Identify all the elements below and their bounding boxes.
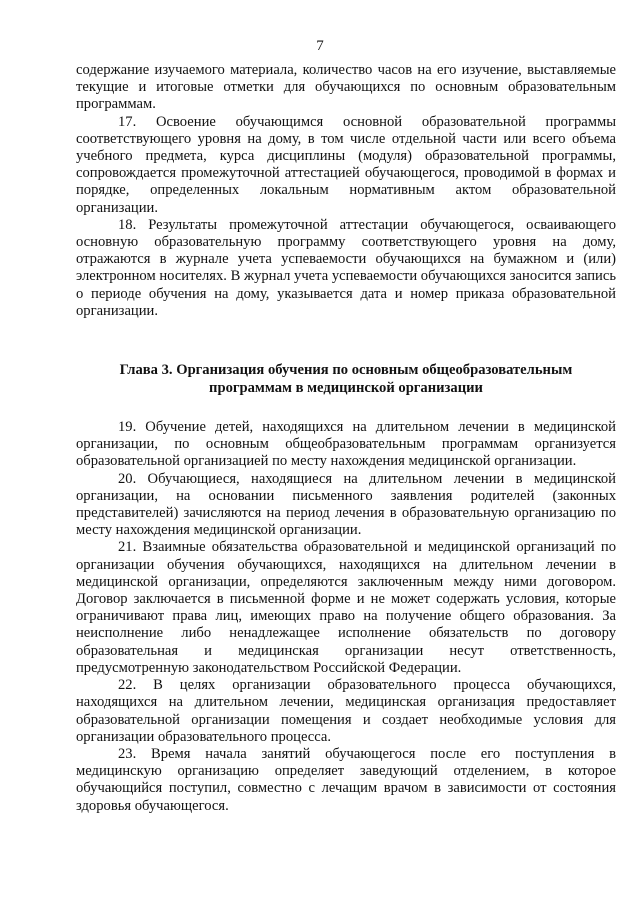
paragraph-23: 23. Время начала занятий обучающегося после его поступления в медицинскую организацию определяет заведующий отделением, в которое обучающийся поступил, совместно с лечащим врачом в зависимости от состояния здоровья обучающегося. xyxy=(76,745,616,814)
paragraph-19: 19. Обучение детей, находящихся на длительном лечении в медицинской организации, по основным общеобразовательным программам организуется образовательной организацией по месту нахождения медицинской организации. xyxy=(76,419,616,470)
paragraph-22: 22. В целях организации образовательного процесса обучающихся, находящихся на длительном лечении, медицинская организация предоставляет образовательной организации помещения и создает необходимые условия для организации образовательного процесса. xyxy=(76,677,616,745)
paragraph-17: 17. Освоение обучающимся основной образовательной программы соответствующего уровня на дому, в том числе отдельной части или всего объема учебного предмета, курса дисциплины (модуля) образовательной программы, сопровождается промежуточной аттестацией обучающегося, проводимой в формах и порядке, определенных локальным нормативным актом образовательной организации. xyxy=(76,113,616,216)
page-number: 7 xyxy=(316,38,324,54)
document-body xyxy=(76,62,616,815)
paragraph-21: 21. Взаимные обязательства образовательной и медицинской организаций по организации обучения обучающихся, находящихся на длительном лечении в медицинской организации, определяются заключенным между ними договором. Договор заключается в письменной форме и не может содержать условия, которые ограничивают права лиц, имеющих право на получение общего образования. За неисполнение либо ненадлежащее исполнение обязательств по договору образовательная и медицинская организации несут ответственность, предусмотренную законодательством Российской Федерации. xyxy=(76,539,616,676)
paragraph-18: 18. Результаты промежуточной аттестации обучающегося, осваивающего основную образовательную программу соответствующего уровня на дому, отражаются в журнале учета успеваемости обучающихся на бумажном и (или) электронном носителях. В журнал учета успеваемости обучающихся заносится запись о периоде обучения на дому, указывается дата и номер приказа образовательной организации. xyxy=(76,216,616,319)
paragraph-continuation: содержание изучаемого материала, количество часов на его изучение, выставляемые текущие и итоговые отметки для обучающихся по основным образовательным программам. xyxy=(76,62,616,113)
paragraph-20: 20. Обучающиеся, находящиеся на длительном лечении в медицинской организации, на основании письменного заявления родителей (законных представителей) зачисляются на период лечения в образовательную организацию по месту нахождения медицинской организации. xyxy=(76,470,616,539)
chapter-heading: Глава 3. Организация обучения по основным общеобразовательным программам в медицинской организации xyxy=(119,362,573,396)
